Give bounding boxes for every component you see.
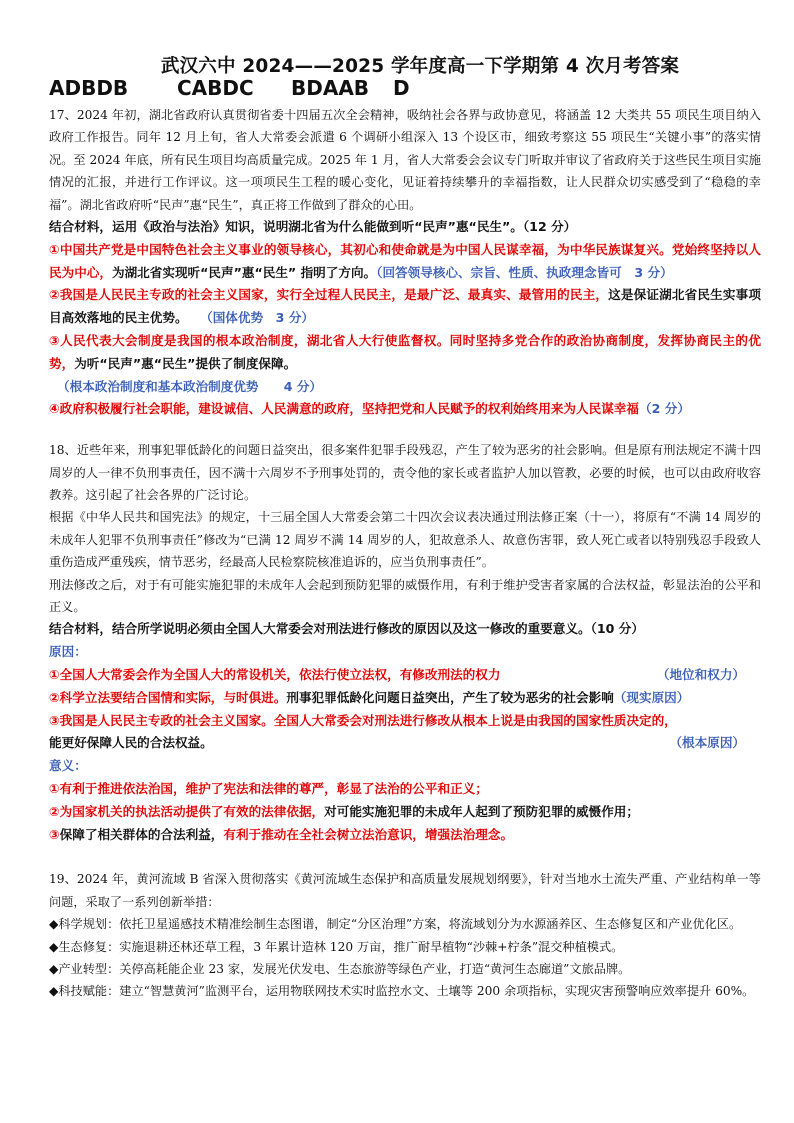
q18-meaning-3-num: ③ (49, 826, 60, 842)
q18-question: 结合材料，结合所学说明必须由全国人大常委会对刑法进行修改的原因以及这一修改的重要意义。（10 分） (49, 621, 644, 637)
q18-reason-1-red: ①全国人大常委会作为全国人大的常设机关，依法行使立法权，有修改刑法的权力 (49, 667, 501, 683)
q17-answer-2-black: 这是保证湖北省民生实事项目高效落地的民主优势。 (49, 287, 762, 326)
q17-answer-3-score: （根本政治制度和基本政治制度优势 4 分） (57, 378, 323, 394)
q18-reason-3-red: ③我国是人民民主专政的社会主义国家。全国人大常委会对刑法进行修改从根本上说是由我国的国家性质决定的， (49, 712, 677, 728)
q18-reason-3-cont (49, 732, 761, 755)
q17-answer-1-score: （回答领导核心、宗旨、性质、执政理念皆可 3 分） (376, 264, 673, 280)
q17-material: 17、2024 年初，湖北省政府认真贯彻省委十四届五次全会精神，吸纳社会各界与政协意见，将涵盖 12 大类共 55 项民生项目纳入政府工作报告。同年 12 月上旬，省人大常委会派遣 6 个调研小组深入 13 个设区市，细致考察这 55 项民生“关键小事”的落实情况。至 2024 年底，所有民生项目均高质量完成。2025 年 1 月，省人大常委会会议专门听取并审议了省政府关于这些民生项目实施情况的汇报，并进行工作评议。这一项项民生工程的暖心变化，见证着持续攀升的幸福指数，让人民群众切实感受到了“稳稳的幸福”。湖北省政府听“民声”惠“民生”，真正将工作做到了群众的心田。 (49, 108, 761, 212)
q17-answer-1 (49, 239, 761, 285)
q18-meaning-3-red: 有利于推动在全社会树立法治意识，增强法治理念。 (223, 826, 514, 842)
q17-answer-3-score-line (49, 376, 761, 399)
q18-reason-1-tag: （地位和权力） (656, 667, 745, 683)
spacer (49, 421, 761, 439)
document-body (49, 104, 761, 1003)
q19-intro: 19、2024 年，黄河流域 B 省深入贯彻落实《黄河流域生态保护和高质量发展规划纲要》，针对当地水土流失严重、产业结构单一等问题，采取了一系列创新举措： (49, 872, 761, 909)
q17-answer-2 (49, 284, 761, 330)
q17-answer-1-black: 为湖北省实现听“民声”惠“民生” 指明了方向。 (111, 264, 377, 280)
q18-meaning-2-black: 对可能实施犯罪的未成年人起到了预防犯罪的威慑作用； (324, 803, 639, 819)
q18-reason-2-black: 刑事犯罪低龄化问题日益突出，产生了较为恶劣的社会影响 (286, 689, 614, 705)
q18-meaning-3 (49, 824, 761, 847)
q17-answer-3-red: ③人民代表大会制度是我国的根本政治制度，湖北省人大行使监督权。同时坚持多党合作的政治协商制度，发挥协商民主的优势， (49, 333, 761, 371)
q17-question: 结合材料，运用《政治与法治》知识，说明湖北省为什么能做到听“民声”惠“民生”。（12 分） (49, 219, 577, 235)
q19-bullet-3: ◆产业转型：关停高耗能企业 23 家，发展光伏发电、生态旅游等绿色产业，打造“黄河生态廊道”文旅品牌。 (49, 962, 631, 977)
q19-bullet-2: ◆生态修复：实施退耕还林还草工程，3 年累计造林 120 万亩，推广耐旱植物“沙棘+柠条”混交种植模式。 (49, 939, 624, 954)
q17-answer-3-black: 为听“民声”惠“民生”提供了制度保障。 (74, 355, 297, 371)
q17-answer-2-score: （国体优势 3 分） (206, 310, 315, 326)
answer-key-group-4: D (393, 76, 410, 100)
q18-reason-label: 原因： (49, 644, 87, 660)
q17-answer-4 (49, 398, 761, 421)
q18-reason-2-red: ②科学立法要结合国情和实际，与时俱进。 (49, 689, 287, 705)
q18-meaning-1: ①有利于推进依法治国，维护了宪法和法律的尊严，彰显了法治的公平和正义； (49, 781, 488, 797)
q18-reason-2-tag: （现实原因） (613, 689, 690, 705)
q17-answer-2-red: ②我国是人民民主专政的社会主义国家，实行全过程人民民主，是最广泛、最真实、最管用的民主， (49, 287, 609, 303)
q18-meaning-3-black: 保障了相关群体的合法利益， (59, 826, 224, 842)
answer-key-group-3: BDAAB (291, 76, 370, 100)
q17-answer-1-red: ①中国共产党是中国特色社会主义事业的领导核心，其初心和使命就是为中国人民谋幸福，为中华民族谋复兴。党始终坚持以人民为中心， (49, 241, 761, 280)
q18-meaning-label: 意义： (49, 758, 87, 774)
answer-key-group-1: ADBDB (49, 76, 129, 100)
q18-reason-2 (49, 687, 761, 710)
q18-reason-1 (49, 664, 761, 687)
q17-answer-3 (49, 330, 761, 376)
q17-answer-4-red: ④政府积极履行社会职能，建设诚信、人民满意的政府，坚持把党和人民赋予的权利始终用来为人民谋幸福 (49, 401, 639, 417)
q18-material-1: 18、近些年来，刑事犯罪低龄化的问题日益突出，很多案件犯罪手段残忍，产生了较为恶劣的社会影响。但是原有刑法规定不满十四周岁的人一律不负刑事责任，因不满十六周岁不予刑事处罚的，责令他的家长或者监护人加以管教，必要的时候，也可以由政府收容教养。这引起了社会各界的广泛讨论。 (49, 443, 761, 503)
q18-meaning-2 (49, 801, 761, 824)
q18-material-2: 根据《中华人民共和国宪法》的规定，十三届全国人大常委会第二十四次会议表决通过刑法修正案（十一），将原有“不满 14 周岁的未成年人犯罪不负刑事责任”修改为“已满 12 周岁不满 14 周岁的人，犯故意杀人、故意伤害罪，致人死亡或者以特别残忍手段致人重伤造成严重残疾，情节恶劣，经最高人民检察院核准追诉的，应当负刑事责任”。 (49, 510, 761, 570)
q18-meaning-2-red: ②为国家机关的执法活动提供了有效的法律依据， (49, 803, 325, 819)
q18-reason-3-black: 能更好保障人民的合法权益。 (49, 735, 213, 751)
q18-reason-3-tag: （根本原因） (669, 735, 745, 751)
spacer (49, 846, 761, 868)
q18-material-3: 刑法修改之后，对于有可能实施犯罪的未成年人会起到预防犯罪的威慑作用，有利于维护受害者家属的合法权益，彰显法治的公平和正义。 (49, 577, 761, 615)
answer-key-group-2: CABDC (177, 76, 254, 100)
page-title: 武汉六中 2024——2025 学年度高一下学期第 4 次月考答案 (160, 56, 680, 77)
q17-answer-4-score: （2 分） (638, 401, 690, 417)
q19-bullet-1: ◆科学规划：依托卫星遥感技术精准绘制生态图谱，制定“分区治理”方案，将流域划分为水源涵养区、生态修复区和产业优化区。 (49, 917, 742, 932)
q18-reason-3 (49, 710, 761, 733)
q19-bullet-4: ◆科技赋能：建立“智慧黄河”监测平台，运用物联网技术实时监控水文、土壤等 200 余项指标，实现灾害预警响应效率提升 60%。 (49, 984, 755, 999)
